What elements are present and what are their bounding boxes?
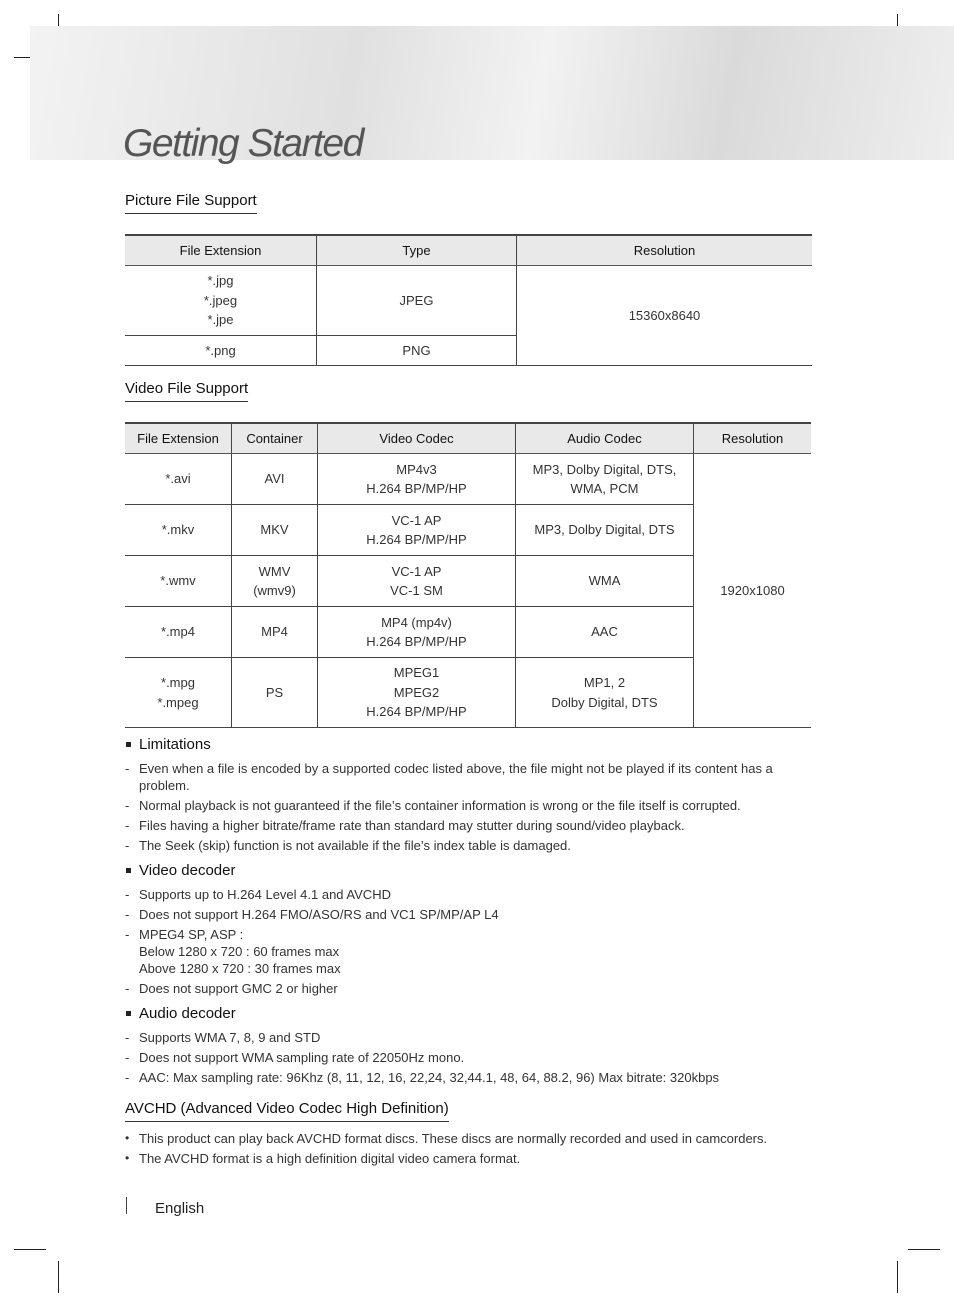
video-file-support-heading: Video File Support <box>125 380 248 402</box>
dot-marker: • <box>125 1131 130 1145</box>
dash-marker: - <box>125 1030 130 1045</box>
table-header-row <box>125 423 811 454</box>
avchd-list <box>125 1130 805 1170</box>
avchd-heading: AVCHD (Advanced Video Codec High Definition) <box>125 1100 449 1122</box>
video-codec-cell: VC-1 AP VC-1 SM <box>318 556 516 607</box>
list-item <box>125 926 785 977</box>
column-header: Video Codec <box>318 423 516 454</box>
container-cell: MP4 <box>232 607 318 658</box>
list-item-text: Even when a file is encoded by a supported codec listed above, the file might not be played if its content has a problem. <box>139 761 773 793</box>
file-extension-cell: *.png <box>125 336 317 366</box>
crop-mark <box>58 1261 59 1293</box>
list-item-text: Files having a higher bitrate/frame rate than standard may stutter during sound/video playback. <box>139 818 685 833</box>
square-bullet-icon <box>126 1011 131 1016</box>
dash-marker: - <box>125 887 130 902</box>
square-bullet-icon <box>126 742 131 747</box>
resolution-cell: 15360x8640 <box>517 266 813 366</box>
table-row <box>125 266 812 336</box>
list-item <box>125 1029 805 1046</box>
column-header: File Extension <box>125 423 232 454</box>
audio-codec-cell: MP1, 2 Dolby Digital, DTS <box>516 658 694 728</box>
video-codec-cell: MP4v3 H.264 BP/MP/HP <box>318 454 516 505</box>
column-header: Container <box>232 423 318 454</box>
list-item <box>125 817 785 834</box>
limitations-heading <box>125 736 211 753</box>
file-extension-cell: *.mpg *.mpeg <box>125 658 232 728</box>
file-extension-cell: *.mp4 <box>125 607 232 658</box>
dash-marker: - <box>125 927 130 942</box>
list-item <box>125 1069 805 1086</box>
file-extension-cell: *.wmv <box>125 556 232 607</box>
file-extension-cell: *.jpg *.jpeg *.jpe <box>125 266 317 336</box>
container-cell: WMV (wmv9) <box>232 556 318 607</box>
column-header: Resolution <box>517 235 813 266</box>
column-header: Audio Codec <box>516 423 694 454</box>
list-item <box>125 980 785 997</box>
list-item-text: The AVCHD format is a high definition digital video camera format. <box>139 1151 521 1166</box>
dash-marker: - <box>125 1050 130 1065</box>
type-cell: PNG <box>317 336 517 366</box>
video-decoder-heading-text: Video decoder <box>139 862 236 879</box>
list-item <box>125 797 785 814</box>
list-item-text: The Seek (skip) function is not available if the file’s index table is damaged. <box>139 838 571 853</box>
list-item-text: Supports WMA 7, 8, 9 and STD <box>139 1030 321 1045</box>
video-decoder-heading <box>125 862 235 879</box>
list-item-text: Does not support WMA sampling rate of 22050Hz mono. <box>139 1050 465 1065</box>
list-item-text: Supports up to H.264 Level 4.1 and AVCHD <box>139 887 391 902</box>
list-item-text: This product can play back AVCHD format discs. These discs are normally recorded and used in camcorders. <box>139 1131 768 1146</box>
audio-codec-cell: MP3, Dolby Digital, DTS, WMA, PCM <box>516 454 694 505</box>
video-decoder-list <box>125 886 785 1000</box>
limitations-heading-text: Limitations <box>139 736 211 753</box>
square-bullet-icon <box>126 868 131 873</box>
audio-codec-cell: MP3, Dolby Digital, DTS <box>516 505 694 556</box>
resolution-cell: 1920x1080 <box>694 454 812 728</box>
column-header: Resolution <box>694 423 812 454</box>
type-cell: JPEG <box>317 266 517 336</box>
dash-marker: - <box>125 981 130 996</box>
container-cell: MKV <box>232 505 318 556</box>
container-cell: PS <box>232 658 318 728</box>
crop-mark <box>897 1261 898 1293</box>
video-codec-cell: VC-1 AP H.264 BP/MP/HP <box>318 505 516 556</box>
container-cell: AVI <box>232 454 318 505</box>
crop-mark <box>14 1249 46 1250</box>
file-extension-cell: *.avi <box>125 454 232 505</box>
dash-marker: - <box>125 838 130 853</box>
crop-mark <box>908 1249 940 1250</box>
footer-language: English <box>155 1200 205 1217</box>
audio-decoder-heading <box>125 1005 236 1022</box>
table-header-row <box>125 235 812 266</box>
picture-file-support-heading: Picture File Support <box>125 192 257 214</box>
video-codec-cell: MP4 (mp4v) H.264 BP/MP/HP <box>318 607 516 658</box>
picture-support-table <box>125 234 812 366</box>
list-item-text: Does not support GMC 2 or higher <box>139 981 338 996</box>
list-item <box>125 1130 805 1147</box>
list-item <box>125 760 785 794</box>
audio-decoder-list <box>125 1029 805 1089</box>
dash-marker: - <box>125 1070 130 1085</box>
dash-marker: - <box>125 761 130 776</box>
list-item-text: AAC: Max sampling rate: 96Khz (8, 11, 12, 16, 22,24, 32,44.1, 48, 64, 88.2, 96) Max bitrate: 320kbps <box>139 1070 720 1085</box>
audio-codec-cell: AAC <box>516 607 694 658</box>
list-item <box>125 837 785 854</box>
list-item <box>125 906 785 923</box>
video-support-table <box>125 422 811 728</box>
table-row <box>125 454 811 505</box>
dash-marker: - <box>125 818 130 833</box>
list-item-text: MPEG4 SP, ASP : Below 1280 x 720 : 60 frames max Above 1280 x 720 : 30 frames max <box>139 927 341 976</box>
dash-marker: - <box>125 798 130 813</box>
dash-marker: - <box>125 907 130 922</box>
audio-decoder-heading-text: Audio decoder <box>139 1005 236 1022</box>
dot-marker: • <box>125 1151 130 1165</box>
page-title: Getting Started <box>123 122 363 165</box>
video-codec-cell: MPEG1 MPEG2 H.264 BP/MP/HP <box>318 658 516 728</box>
audio-codec-cell: WMA <box>516 556 694 607</box>
list-item <box>125 1150 805 1167</box>
list-item-text: Normal playback is not guaranteed if the file’s container information is wrong or the file itself is corrupted. <box>139 798 741 813</box>
file-extension-cell: *.mkv <box>125 505 232 556</box>
list-item <box>125 886 785 903</box>
column-header: Type <box>317 235 517 266</box>
list-item <box>125 1049 805 1066</box>
column-header: File Extension <box>125 235 317 266</box>
limitations-list <box>125 760 785 857</box>
footer-divider <box>126 1197 127 1214</box>
list-item-text: Does not support H.264 FMO/ASO/RS and VC1 SP/MP/AP L4 <box>139 907 499 922</box>
